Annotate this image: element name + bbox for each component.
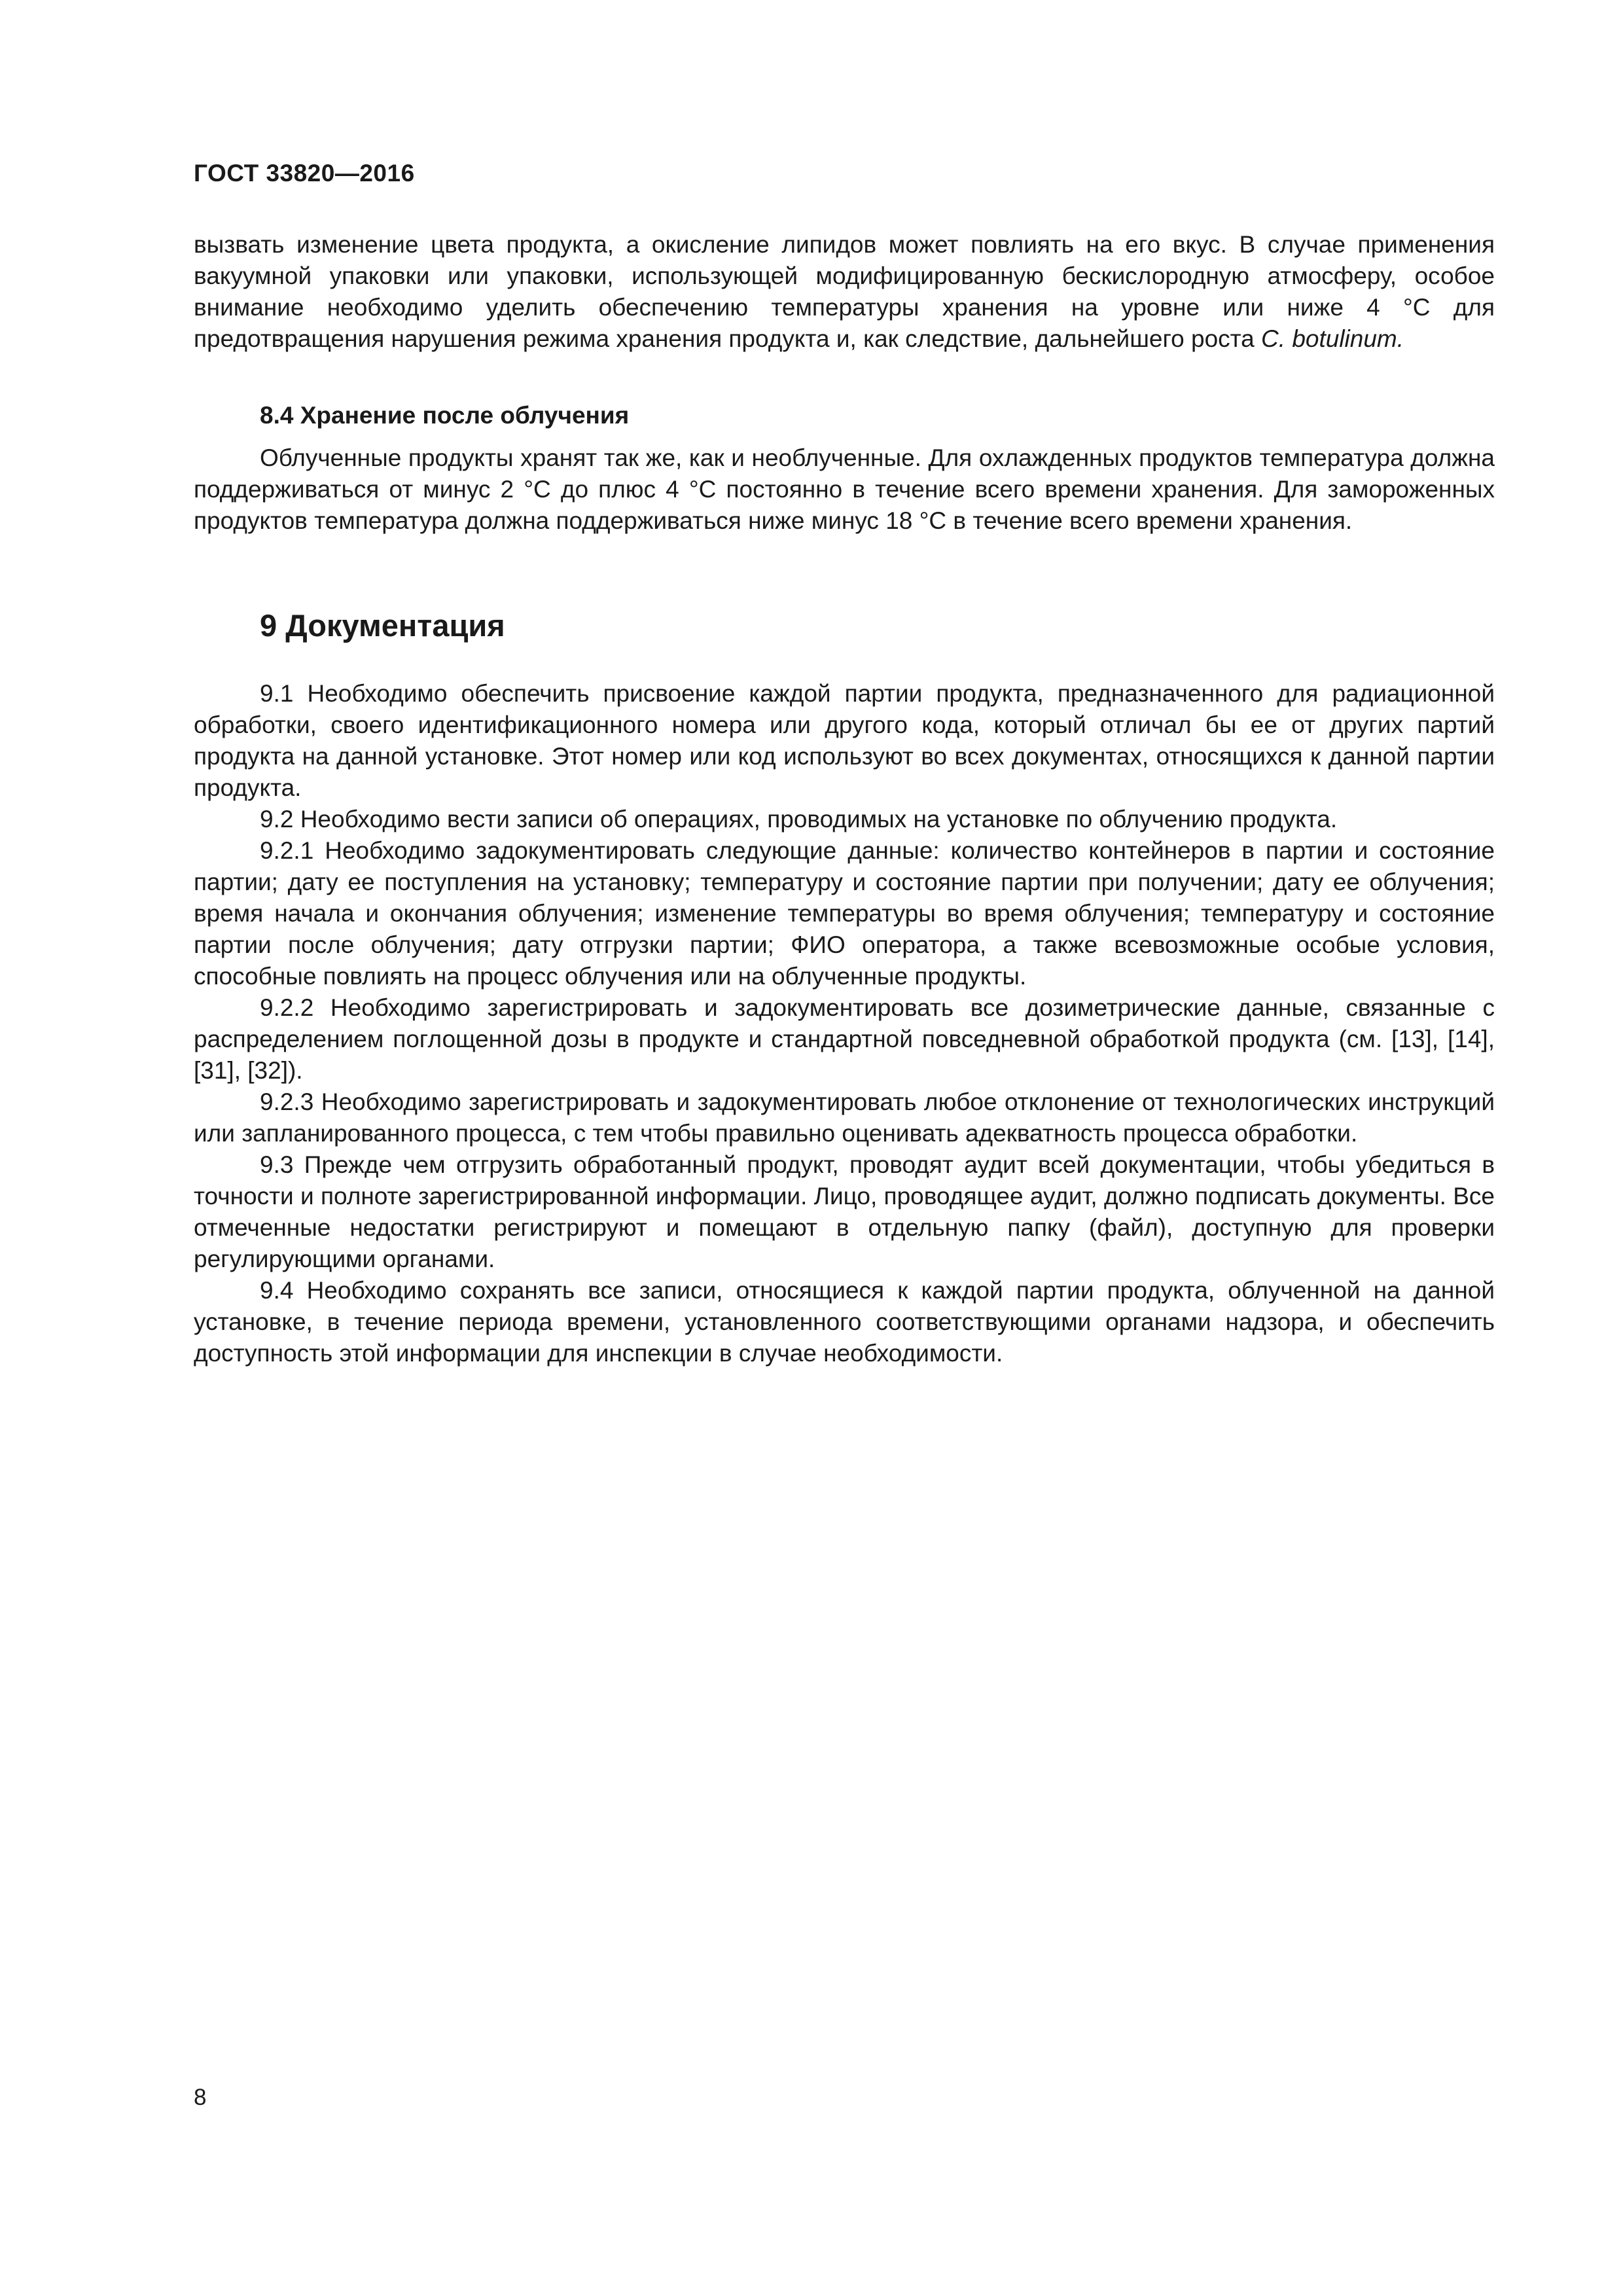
section-8-4-paragraph: Облученные продукты хранят так же, как и необлученные. Для охлажденных продуктов температура должна поддерживаться от минус 2 °С до плюс 4 °С постоянно в течение всего времени хранения. Для замороженных продуктов температура должна поддерживаться ниже минус 18 °С в течение всего времени хранения.: [194, 444, 1495, 534]
paragraph-9-4: 9.4 Необходимо сохранять все записи, относящиеся к каждой партии продукта, облученной на данной установке, в течение периода времени, установленного соответствующими органами надзора, и обеспечить доступность этой информации для инспекции в случае необходимости.: [194, 1277, 1495, 1367]
paragraph-9-2-3: 9.2.3 Необходимо зарегистрировать и задокументировать любое отклонение от технологических инструкций или запланированного процесса, с тем чтобы правильно оценивать адекватность процесса обработки.: [194, 1088, 1495, 1147]
section-8-4-body: [194, 442, 1495, 537]
continuation-text: вызвать изменение цвета продукта, а окисление липидов может повлиять на его вкус. В случае применения вакуумной упаковки или упаковки, использующей модифицированную бескислородную атмосферу, особое внимание необходимо уделить обеспечению температуры хранения на уровне или ниже 4 °С для предотвращения нарушения режима хранения продукта и, как следствие, дальнейшего роста: [194, 231, 1495, 352]
paragraph-9-3: 9.3 Прежде чем отгрузить обработанный продукт, проводят аудит всей документации, чтобы убедиться в точности и полноте зарегистрированной информации. Лицо, проводящее аудит, должно подписать документы. Все отмеченные недостатки регистрируют и помещают в отдельную папку (файл), доступную для проверки регулирующими органами.: [194, 1151, 1495, 1272]
paragraph-9-2: 9.2 Необходимо вести записи об операциях, проводимых на установке по облучению продукта.: [260, 806, 1338, 833]
section-9-body: [194, 678, 1495, 1369]
paragraph-9-2-2: 9.2.2 Необходимо зарегистрировать и задокументировать все дозиметрические данные, связанные с распределением поглощенной дозы в продукте и стандартной повседневной обработкой продукта (см. [13], [14], [31], [32]).: [194, 994, 1495, 1084]
continuation-paragraph: [194, 229, 1495, 355]
section-8-4-title: 8.4 Хранение после облучения: [260, 402, 630, 429]
page-number: 8: [194, 2085, 207, 2110]
paragraph-9-1: 9.1 Необходимо обеспечить присвоение каждой партии продукта, предназначенного для радиационной обработки, своего идентификационного номера или другого кода, который отличал бы ее от других партий продукта на данной установке. Этот номер или код используют во всех документах, относящихся к данной партии продукта.: [194, 680, 1495, 801]
document-header-code: ГОСТ 33820—2016: [194, 160, 415, 187]
section-9-title: 9 Документация: [260, 608, 505, 643]
organism-name: C. botulinum.: [1261, 325, 1404, 352]
paragraph-9-2-1: 9.2.1 Необходимо задокументировать следующие данные: количество контейнеров в партии и состояние партии; дату ее поступления на установку; температуру и состояние партии при получении; дату ее облучения; время начала и окончания облучения; изменение температуры во время облучения; температуру и состояние партии после облучения; дату отгрузки партии; ФИО оператора, а также всевозможные особые условия, способные повлиять на процесс облучения или на облученные продукты.: [194, 837, 1495, 990]
